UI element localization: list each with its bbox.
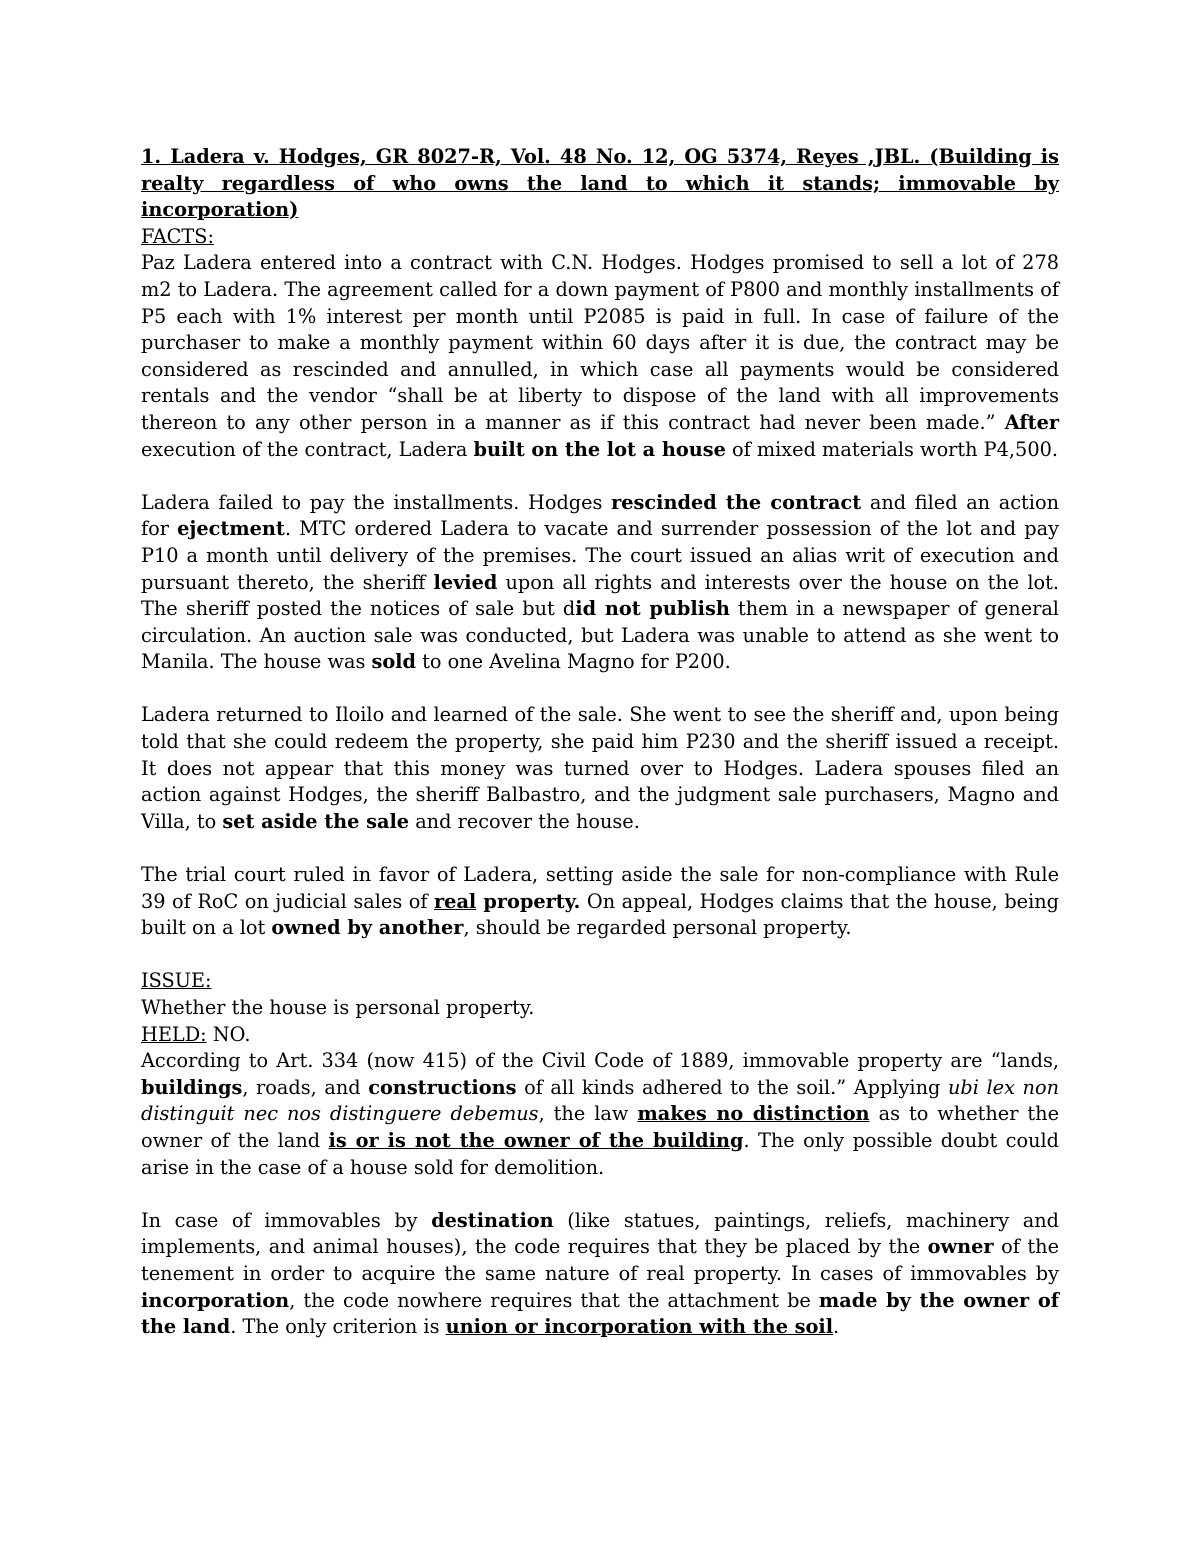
issue-label: ISSUE:	[141, 969, 212, 993]
facts-paragraph-2: Ladera failed to pay the installments. Hodges rescinded the contract and filed an action for ejectment. MTC ordered Ladera to vacate and surrender possession of the lot and pay P10 a month until delivery of the premises. The court issued an alias writ of execution and pursuant thereto, the sheriff levied upon all rights and interests over the house on the lot. The sheriff posted the notices of sale but did not publish them in a newspaper of general circulation. An auction sale was conducted, but Ladera was unable to attend as she went to Manila. The house was sold to one Avelina Magno for P200.	[141, 490, 1059, 674]
paragraph-gap	[141, 835, 1059, 862]
paragraph-gap	[141, 676, 1059, 703]
issue-text: Whether the house is personal property.	[141, 996, 535, 1019]
case-digest	[141, 144, 1059, 1341]
facts-paragraph-4: The trial court ruled in favor of Ladera, setting aside the sale for non-compliance with Rule 39 of RoC on judicial sales of real property. On appeal, Hodges claims that the house, being built on a lot owned by another, should be regarded personal property.	[141, 863, 1059, 940]
paragraph-gap	[141, 463, 1059, 490]
facts-label: FACTS:	[141, 224, 214, 248]
paragraph-gap	[141, 1181, 1059, 1208]
case-title: 1. Ladera v. Hodges, GR 8027-R, Vol. 48 No. 12, OG 5374, Reyes ,JBL. (Building is realty regardless of who owns the land to which it stands; immovable by incorporation)	[141, 145, 1059, 222]
facts-paragraph-1: Paz Ladera entered into a contract with C.N. Hodges. Hodges promised to sell a lot of 278 m2 to Ladera. The agreement called for a down payment of P800 and monthly installments of P5 each with 1% interest per month until P2085 is paid in full. In case of failure of the purchaser to make a monthly payment within 60 days after it is due, the contract may be considered as rescinded and annulled, in which case all payments would be considered rentals and the vendor “shall be at liberty to dispose of the land with all improvements thereon to any other person in a manner as if this contract had never been made.” After execution of the contract, Ladera built on the lot a house of mixed materials worth P4,500.	[141, 251, 1059, 461]
held-line: HELD: NO.	[141, 1022, 251, 1046]
held-paragraph-1: According to Art. 334 (now 415) of the Civil Code of 1889, immovable property are “lands, buildings, roads, and constructions of all kinds adhered to the soil.” Applying ubi lex non distinguit nec nos distinguere debemus, the law makes no distinction as to whether the owner of the land is or is not the owner of the building. The only possible doubt could arise in the case of a house sold for demolition.	[141, 1049, 1060, 1179]
held-paragraph-2: In case of immovables by destination (like statues, paintings, reliefs, machinery and implements, and animal houses), the code requires that they be placed by the owner of the tenement in order to acquire the same nature of real property. In cases of immovables by incorporation, the code nowhere requires that the attachment be made by the owner of the land. The only criterion is union or incorporation with the soil.	[141, 1208, 1059, 1339]
facts-paragraph-3: Ladera returned to Iloilo and learned of the sale. She went to see the sheriff and, upon being told that she could redeem the property, she paid him P230 and the sheriff issued a receipt. It does not appear that this money was turned over to Hodges. Ladera spouses filed an action against Hodges, the sheriff Balbastro, and the judgment sale purchasers, Magno and Villa, to set aside the sale and recover the house.	[141, 703, 1059, 833]
paragraph-gap	[141, 942, 1059, 969]
